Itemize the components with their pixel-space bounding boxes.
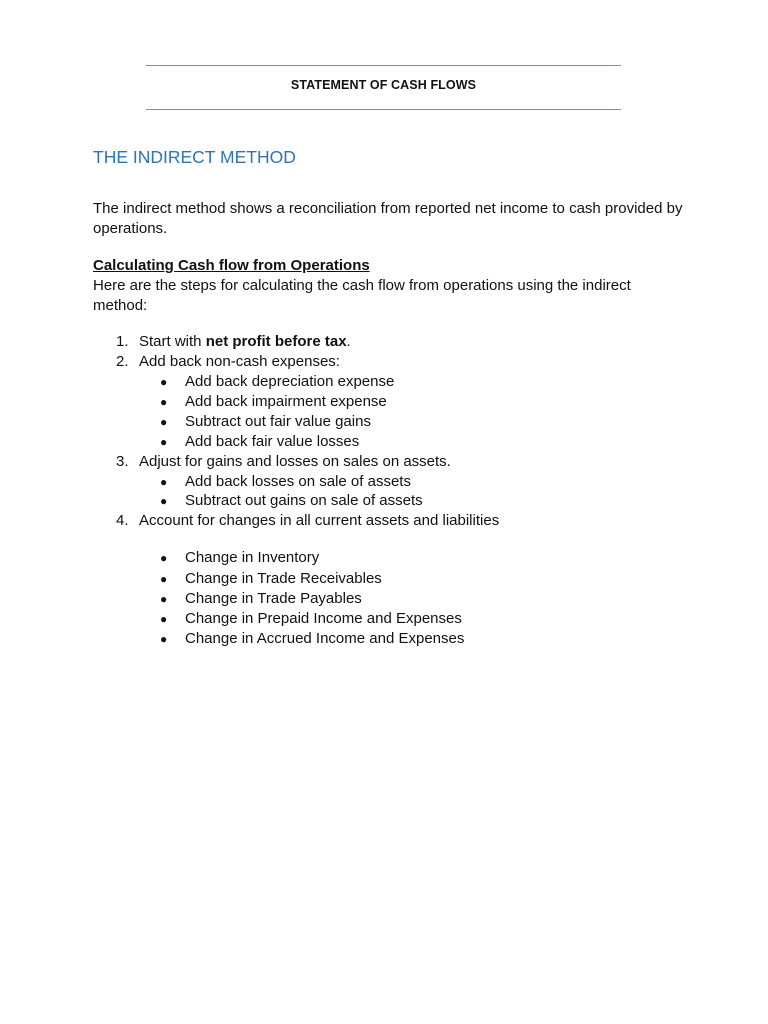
bullet-icon: ● bbox=[160, 551, 168, 565]
bullet-icon: ● bbox=[160, 475, 168, 489]
section-heading: THE INDIRECT METHOD bbox=[93, 147, 296, 167]
subheading: Calculating Cash flow from Operations bbox=[93, 257, 370, 274]
step-prefix: Start with bbox=[139, 333, 206, 350]
step-text: Adjust for gains and losses on sales on assets. bbox=[139, 453, 451, 470]
sub-item: Subtract out fair value gains bbox=[185, 413, 371, 430]
step-suffix: . bbox=[346, 333, 351, 350]
bullet-icon: ● bbox=[160, 415, 168, 429]
step-text bbox=[139, 332, 351, 352]
bullet-icon: ● bbox=[160, 572, 168, 586]
sub-item: Change in Trade Payables bbox=[185, 590, 362, 607]
intro-paragraph: The indirect method shows a reconciliation from reported net income to cash provided by operations. bbox=[93, 200, 683, 237]
sub-item: Add back fair value losses bbox=[185, 433, 360, 450]
step-bold-term: net profit before tax bbox=[205, 333, 347, 350]
document-title: STATEMENT OF CASH FLOWS bbox=[290, 78, 477, 92]
steps-intro-paragraph: Here are the steps for calculating the cash flow from operations using the indirect method: bbox=[93, 277, 631, 314]
bullet-icon: ● bbox=[160, 435, 168, 449]
sub-item: Subtract out gains on sale of assets bbox=[185, 492, 423, 509]
sub-item: Change in Prepaid Income and Expenses bbox=[185, 610, 462, 627]
bullet-icon: ● bbox=[160, 375, 168, 389]
sub-item: Change in Accrued Income and Expenses bbox=[185, 630, 465, 647]
bullet-icon: ● bbox=[160, 612, 168, 626]
step-number: 1. bbox=[116, 333, 129, 350]
sub-item: Add back depreciation expense bbox=[185, 373, 395, 390]
step-text: Account for changes in all current assets and liabilities bbox=[139, 512, 500, 529]
header-rule-bottom bbox=[146, 109, 621, 110]
bullet-icon: ● bbox=[160, 592, 168, 606]
step-number: 4. bbox=[116, 512, 129, 529]
sub-item: Add back impairment expense bbox=[185, 393, 387, 410]
sub-item: Change in Inventory bbox=[185, 549, 320, 566]
sub-item: Add back losses on sale of assets bbox=[185, 473, 411, 490]
step-number: 2. bbox=[116, 353, 129, 370]
header-rule-top bbox=[146, 65, 621, 66]
step-number: 3. bbox=[116, 453, 129, 470]
bullet-icon: ● bbox=[160, 494, 168, 508]
bullet-icon: ● bbox=[160, 395, 168, 409]
step-text: Add back non-cash expenses: bbox=[139, 353, 340, 370]
bullet-icon: ● bbox=[160, 632, 168, 646]
sub-item: Change in Trade Receivables bbox=[185, 570, 382, 587]
